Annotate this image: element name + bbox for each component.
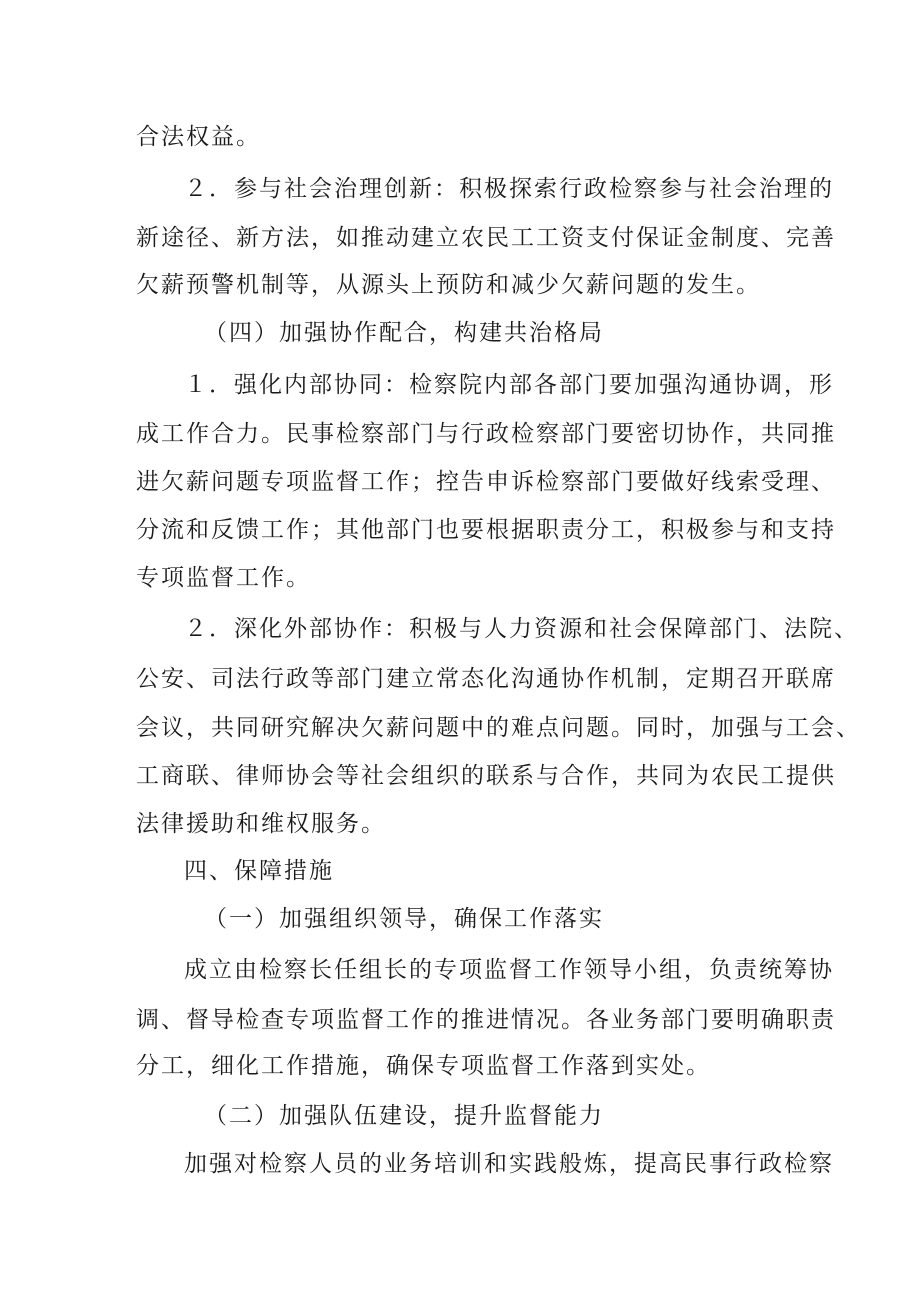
section-heading: 四、保障措施 [184,858,334,884]
text-line: 分流和反馈工作；其他部门也要根据职责分工，积极参与和支持 [136,517,836,543]
text-line: 工商联、律师协会等社会组织的联系与合作，共同为农民工提供 [136,763,836,789]
text-line: 专项监督工作。 [136,565,311,591]
text-line: 新途径、新方法，如推动建立农民工工资支付保证金制度、完善 [136,225,836,251]
text-line: 成工作合力。民事检察部门与行政检察部门要密切协作，共同推 [136,421,836,447]
text-line: 欠薪预警机制等，从源头上预防和减少欠薪问题的发生。 [136,272,761,298]
text-line: 加强对检察人员的业务培训和实践般炼，提高民事行政检察 [184,1151,834,1177]
text-line: 成立由检察长任组长的专项监督工作领导小组，负责统筹协 [184,957,834,983]
text-line: 合法权益。 [136,124,261,150]
subsection-heading: （一）加强组织领导，确保工作落实 [204,906,604,932]
text-line: 分工，细化工作措施，确保专项监督工作落到实处。 [136,1053,711,1079]
section-heading: （四）加强协作配合，构建共治格局 [204,320,604,346]
subsection-heading: （二）加强队伍建设，提升监督能力 [204,1103,604,1129]
text-line: 法律援助和维权服务。 [136,811,386,837]
text-line: 调、督导检查专项监督工作的推进情况。各业务部门要明确职责 [136,1007,836,1033]
text-line: ２．深化外部协作：积极与人力资源和社会保障部门、法院、 [184,616,859,642]
text-line: １．强化内部协同：检察院内部各部门要加强沟通协调，形 [184,372,834,398]
text-line: 会议，共同研究解决欠薪问题中的难点问题。同时，加强与工会、 [136,715,861,741]
text-line: 进欠薪问题专项监督工作；控告申诉检察部门要做好线索受理、 [136,469,836,495]
text-line: 公安、司法行政等部门建立常态化沟通协作机制，定期召开联席 [136,666,836,692]
text-line: ２．参与社会治理创新：积极探索行政检察参与社会治理的 [184,176,834,202]
